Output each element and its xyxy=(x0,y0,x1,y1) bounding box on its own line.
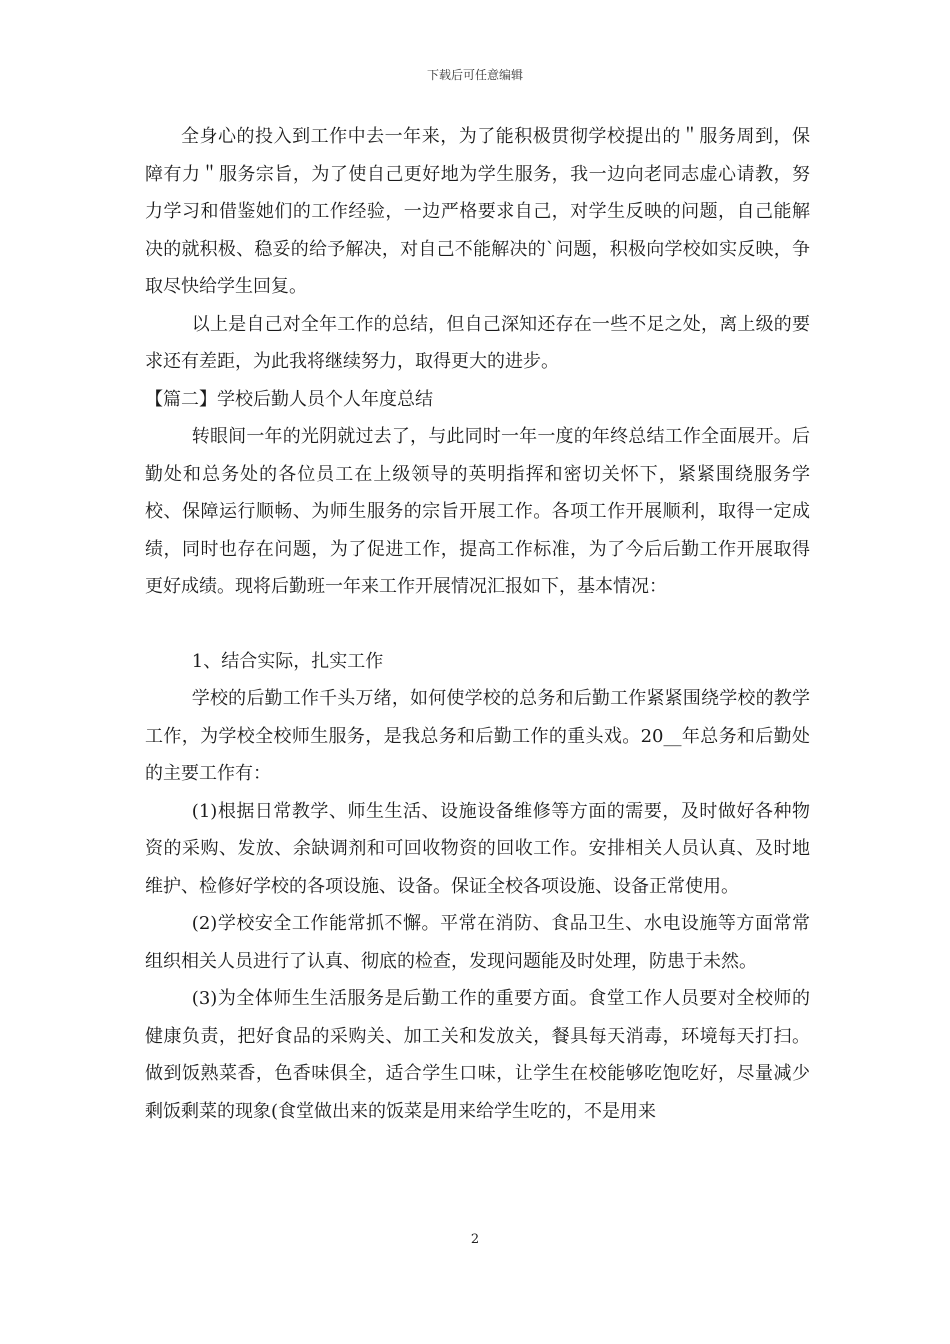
list-item-safety: (2)学校安全工作能常抓不懈。平常在消防、食品卫生、水电设施等方面常常组织相关人员进行了认真、彻底的检查，发现问题能及时处理，防患于未然。 xyxy=(145,913,810,972)
paragraph-service-intro: 全身心的投入到工作中去一年来，为了能积极贯彻学校提出的＂服务周到，保障有力＂服务宗旨，为了使自己更好地为学生服务，我一边向老同志虚心请教，努力学习和借鉴她们的工作经验，一边严格要求自己，对学生反映的问题，自己能解决的就积极、稳妥的给予解决，对自己不能解决的`问题，积极向学校如实反映，争取尽快给学生回复。 xyxy=(145,126,810,297)
paragraph-year-overview: 转眼间一年的光阴就过去了，与此同时一年一度的年终总结工作全面展开。后勤处和总务处的各位员工在上级领导的英明指挥和密切关怀下，紧紧围绕服务学校、保障运行顺畅、为师生服务的宗旨开展工作。各项工作开展顺利，取得一定成绩，同时也存在问题，为了促进工作，提高工作标准，为了今后后勤工作开展取得更好成绩。现将后勤班一年来工作开展情况汇报如下，基本情况： xyxy=(145,426,810,597)
paragraph-summary-conclusion: 以上是自己对全年工作的总结，但自己深知还存在一些不足之处，离上级的要求还有差距，为此我将继续努力，取得更大的进步。 xyxy=(145,313,810,372)
list-item-canteen: (3)为全体师生生活服务是后勤工作的重要方面。食堂工作人员要对全校师的健康负责，把好食品的采购关、加工关和发放关，餐具每天消毒，环境每天打扫。做到饭熟菜香，色香味俱全，适合学生口味，让学生在校能够吃饱吃好，尽量减少剩饭剩菜的现象(食堂做出来的饭菜是用来给学生吃的，不是用来 xyxy=(145,988,810,1122)
blank-line xyxy=(145,606,810,643)
list-item-procurement: (1)根据日常教学、师生生活、设施设备维修等方面的需要，及时做好各种物资的采购、发放、余缺调剂和可回收物资的回收工作。安排相关人员认真、及时地维护、检修好学校的各项设施、设备。保证全校各项设施、设备正常使用。 xyxy=(145,800,810,897)
paragraph-main-tasks: 学校的后勤工作千头万绪，如何使学校的总务和后勤工作紧紧围绕学校的教学工作，为学校全校师生服务，是我总务和后勤工作的重头戏。20__年总务和后勤处的主要工作有： xyxy=(145,688,810,784)
page-header-note: 下载后可任意编辑 xyxy=(426,68,523,82)
document-body xyxy=(145,118,810,1130)
subheading-practical-work: 1、结合实际，扎实工作 xyxy=(191,650,384,672)
page-number: 2 xyxy=(470,1232,480,1247)
section-heading-part-two: 【篇二】学校后勤人员个人年度总结 xyxy=(145,388,433,410)
